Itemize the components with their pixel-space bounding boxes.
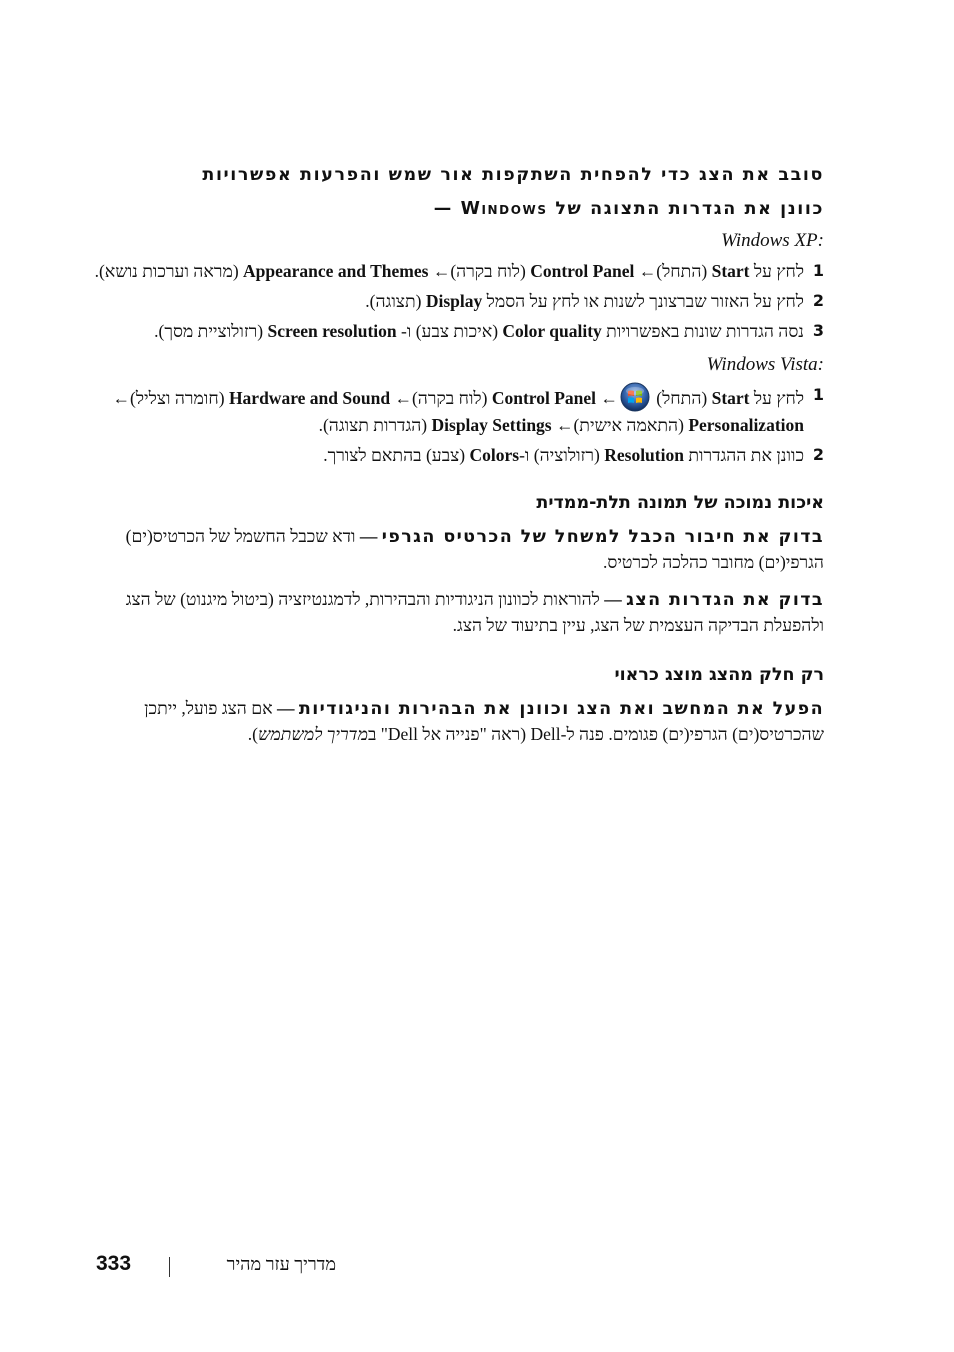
tip-power-text: אם הצג פועל, ייתכן שהכרטיס(ים) הגרפי(ים) פגומים. פנה ל-Dell (ראה "פנייה אל Dell" ב: [144, 698, 824, 744]
ui-term: Display Settings: [431, 415, 552, 435]
step-fragment: (מראה וערכות נושא).: [94, 261, 244, 281]
users-guide-ref: מדריך למשתמש: [258, 724, 368, 744]
page-content: [92, 158, 824, 747]
ui-term: Hardware and Sound: [228, 388, 391, 408]
ui-term: Start: [711, 261, 750, 281]
tip-power-dash: —: [277, 698, 295, 718]
footer-divider: [169, 1257, 170, 1277]
step-item: [92, 382, 824, 438]
step-item: [92, 258, 824, 284]
step-text: [92, 288, 804, 314]
step-fragment: כוונן את ההגדרות: [683, 445, 804, 465]
section-subheading-windows: [92, 192, 824, 226]
step-fragment: (הגדרות תצוגה).: [318, 415, 432, 435]
ui-term: Control Panel: [530, 261, 635, 281]
step-item: [92, 442, 824, 468]
step-fragment: ←: [112, 388, 131, 408]
page-number: 333: [96, 1252, 132, 1275]
step-fragment: (התחל): [656, 261, 712, 281]
tip-monitor-lead: בדוק את הגדרות הצג: [626, 590, 824, 610]
step-number: 1: [812, 261, 824, 280]
vista-steps-list: [92, 382, 824, 468]
subheading-windows-word: Windows: [460, 199, 548, 219]
tip-cable-text: ודא שכבל החשמל של הכרטיס(ים) הגרפי(ים) מחובר כהלכה לכרטיס.: [125, 526, 824, 572]
tip-cable: [92, 524, 824, 575]
subheading-text: כוונן את הגדרות התצוגה של: [555, 199, 824, 219]
section-refresh: [92, 158, 824, 468]
ui-term: Screen resolution: [267, 321, 397, 341]
tip-power-on: [92, 696, 824, 747]
step-fragment: לחץ על: [749, 261, 804, 281]
step-fragment: לחץ על: [749, 388, 804, 408]
tip-power-text-end: ).: [247, 724, 258, 744]
tip-cable-lead: בדוק את חיבור הכבל למשחל של הכרטיס הגרפי: [381, 527, 824, 547]
ui-term: Display: [425, 291, 483, 311]
tip-cable-dash: —: [359, 526, 378, 546]
step-fragment: ←: [634, 261, 657, 281]
step-number: 1: [812, 385, 824, 404]
section-3d-quality: [92, 486, 824, 638]
step-fragment: ←: [428, 261, 451, 281]
step-fragment: (לוח בקרה): [411, 388, 492, 408]
section-heading-3d: איכות נמוכה של תמונה תלת-ממדית: [536, 493, 824, 513]
step-fragment: לחץ על האזור שברצונך לשנות או לחץ על הסמל: [482, 291, 804, 311]
ui-term: Personalization: [688, 415, 804, 435]
step-fragment: (רזולוציית מסך).: [154, 321, 268, 341]
tip-monitor-settings: [92, 587, 824, 638]
tip-power-lead: הפעל את המחשב ואת הצג וכוונן את הבהירות והניגודיות: [298, 699, 824, 719]
step-fragment: ←: [390, 388, 412, 408]
section-heading-refresh: סובב את הצג כדי להפחית השתקפות אור שמש והפרעות אפשרויות: [202, 165, 824, 185]
step-fragment: (תצוגה).: [365, 291, 426, 311]
step-fragment: (התחל): [651, 388, 712, 408]
step-text: [92, 318, 804, 344]
step-fragment: (איכות צבע) ו-: [396, 321, 503, 341]
tip-monitor-text: להוראות לכוונון הניגודיות והבהירות, לדמגנטיזציה (ביטול מיגנוט) של הצג ולהפעלת הבדיקה העצמית של הצג, עיין בתיעוד של הצג.: [125, 589, 824, 635]
subheading-dash: —: [433, 199, 453, 219]
step-text: [92, 442, 804, 468]
footer-title: מדריך עזר מהיר: [226, 1254, 336, 1274]
os-label-vista: Windows Vista:: [706, 354, 824, 375]
page-footer: [96, 1252, 336, 1282]
step-number: 2: [812, 445, 824, 464]
step-fragment: (התאמה אישית): [573, 415, 689, 435]
step-number: 3: [812, 321, 824, 340]
ui-term: Start: [711, 388, 750, 408]
windows-start-orb-icon: [620, 382, 650, 412]
step-fragment: (צבע) בהתאם לצורך.: [323, 445, 470, 465]
ui-term: Resolution: [604, 445, 684, 465]
os-label-xp: Windows XP:: [721, 230, 824, 251]
step-number: 2: [812, 291, 824, 310]
tip-monitor-dash: —: [604, 589, 622, 609]
ui-term: Appearance and Themes: [243, 261, 429, 281]
step-fragment: (לוח בקרה): [450, 261, 531, 281]
xp-steps-list: [92, 258, 824, 344]
step-text: [92, 258, 804, 284]
step-fragment: נסה הגדרות שונות באפשרויות: [601, 321, 804, 341]
step-item: [92, 318, 824, 344]
ui-term: Color quality: [502, 321, 602, 341]
step-fragment: ←: [596, 388, 618, 408]
ui-term: Control Panel: [491, 388, 597, 408]
step-item: [92, 288, 824, 314]
section-partial-display: [92, 658, 824, 747]
step-fragment: ←: [551, 415, 574, 435]
ui-term: Colors: [469, 445, 520, 465]
step-fragment: (רזולוציה) ו-: [519, 445, 605, 465]
section-heading-partial: רק חלק מהצג מוצג כראוי: [614, 665, 824, 685]
step-fragment: (חומרה וצליל): [130, 388, 229, 408]
step-text: [92, 382, 804, 438]
